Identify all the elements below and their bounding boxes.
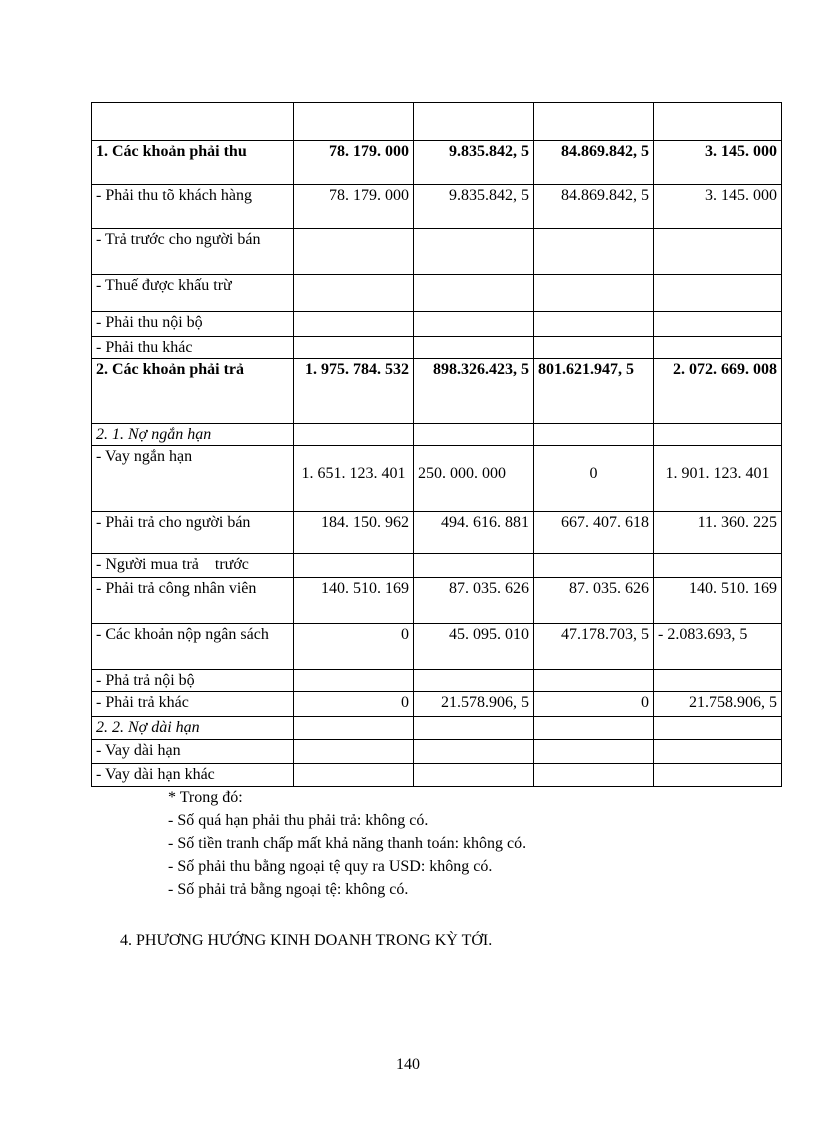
- receivables-payables-table: [91, 102, 782, 787]
- cell: 21.578.906, 5: [414, 692, 534, 717]
- section-heading: 4. PHƯƠNG HƯỚNG KINH DOANH TRONG KỲ TỚI.: [120, 932, 493, 949]
- cell: 801.621.947, 5: [534, 359, 654, 424]
- table-row: [92, 764, 782, 787]
- cell: [534, 312, 654, 337]
- cell: 0: [294, 624, 414, 670]
- cell: [654, 312, 782, 337]
- cell: [534, 764, 654, 787]
- table-row: [92, 185, 782, 229]
- table-row: [92, 446, 782, 512]
- row-label: 2. Các khoản phải trả: [92, 359, 294, 424]
- cell: 1. 975. 784. 532: [294, 359, 414, 424]
- cell: [414, 337, 534, 359]
- row-label: - Phả trả nội bộ: [92, 670, 294, 692]
- cell: [294, 103, 414, 141]
- note-item: - Số tiền tranh chấp mất khả năng thanh toán: không có.: [168, 835, 527, 852]
- cell: [534, 275, 654, 312]
- row-label: - Vay dài hạn: [92, 740, 294, 764]
- row-label: - Phải trả công nhân viên: [92, 578, 294, 624]
- notes-title: * Trong đó:: [168, 789, 243, 806]
- cell: - 2.083.693, 5: [654, 624, 782, 670]
- row-label: 2. 1. Nợ ngắn hạn: [92, 424, 294, 446]
- cell: [534, 670, 654, 692]
- cell: [294, 717, 414, 740]
- table-row: [92, 692, 782, 717]
- cell: [414, 764, 534, 787]
- cell: [294, 275, 414, 312]
- cell: 21.758.906, 5: [654, 692, 782, 717]
- row-label: - Người mua trả trước: [92, 554, 294, 578]
- cell: 2. 072. 669. 008: [654, 359, 782, 424]
- cell: [294, 554, 414, 578]
- cell: [414, 717, 534, 740]
- cell: [294, 229, 414, 275]
- row-label: - Vay dài hạn khác: [92, 764, 294, 787]
- table-row: [92, 337, 782, 359]
- row-label: - Phải thu tõ khách hàng: [92, 185, 294, 229]
- note-item: - Số quá hạn phải thu phải trả: không có.: [168, 812, 429, 829]
- cell: [534, 103, 654, 141]
- cell: [534, 229, 654, 275]
- row-label: 1. Các khoản phải thu: [92, 141, 294, 185]
- notes-block: [168, 786, 526, 901]
- cell: [414, 312, 534, 337]
- cell: 0: [534, 446, 654, 512]
- row-label: - Phải thu khác: [92, 337, 294, 359]
- table-row: [92, 578, 782, 624]
- cell: 1. 901. 123. 401: [654, 446, 782, 512]
- table-row: [92, 624, 782, 670]
- table-row: [92, 141, 782, 185]
- cell: [294, 740, 414, 764]
- cell: [654, 554, 782, 578]
- cell: [414, 670, 534, 692]
- cell: [534, 337, 654, 359]
- cell: [294, 337, 414, 359]
- cell: [654, 275, 782, 312]
- cell: 45. 095. 010: [414, 624, 534, 670]
- cell: 9.835.842, 5: [414, 141, 534, 185]
- row-label: 2. 2. Nợ dài hạn: [92, 717, 294, 740]
- cell: [654, 764, 782, 787]
- cell: [654, 740, 782, 764]
- cell: [654, 337, 782, 359]
- cell: [414, 229, 534, 275]
- cell: [654, 717, 782, 740]
- cell: [534, 554, 654, 578]
- cell: 494. 616. 881: [414, 512, 534, 554]
- cell: [654, 424, 782, 446]
- cell: 667. 407. 618: [534, 512, 654, 554]
- row-label: - Thuế được khấu trừ: [92, 275, 294, 312]
- table-row: [92, 670, 782, 692]
- cell: [534, 717, 654, 740]
- cell: 0: [294, 692, 414, 717]
- table-row: [92, 554, 782, 578]
- row-label: - Trả trước cho người bán: [92, 229, 294, 275]
- table-row: [92, 312, 782, 337]
- cell: 0: [534, 692, 654, 717]
- note-item: - Số phải trả bằng ngoại tệ: không có.: [168, 881, 409, 898]
- table-row: [92, 359, 782, 424]
- row-label: - Phải trả cho người bán: [92, 512, 294, 554]
- cell: 3. 145. 000: [654, 185, 782, 229]
- cell: 87. 035. 626: [414, 578, 534, 624]
- cell: 11. 360. 225: [654, 512, 782, 554]
- table-row: [92, 512, 782, 554]
- cell: 84.869.842, 5: [534, 185, 654, 229]
- table-row: [92, 717, 782, 740]
- cell: [414, 740, 534, 764]
- row-label: [92, 103, 294, 141]
- cell: [294, 670, 414, 692]
- row-label: - Vay ngắn hạn: [92, 446, 294, 512]
- row-label: - Phải thu nội bộ: [92, 312, 294, 337]
- cell: 87. 035. 626: [534, 578, 654, 624]
- table-row: [92, 275, 782, 312]
- table-row: [92, 103, 782, 141]
- cell: 184. 150. 962: [294, 512, 414, 554]
- cell: [534, 740, 654, 764]
- table-row: [92, 424, 782, 446]
- cell: 78. 179. 000: [294, 141, 414, 185]
- cell: 140. 510. 169: [294, 578, 414, 624]
- page-number: 140: [396, 1056, 420, 1073]
- cell: [414, 424, 534, 446]
- cell: [654, 103, 782, 141]
- table-row: [92, 229, 782, 275]
- cell: [414, 103, 534, 141]
- cell: 78. 179. 000: [294, 185, 414, 229]
- cell: [294, 312, 414, 337]
- cell: 47.178.703, 5: [534, 624, 654, 670]
- cell: 140. 510. 169: [654, 578, 782, 624]
- cell: 9.835.842, 5: [414, 185, 534, 229]
- cell: [654, 670, 782, 692]
- cell: [414, 554, 534, 578]
- cell: [654, 229, 782, 275]
- cell: 250. 000. 000: [414, 446, 534, 512]
- row-label: - Phải trả khác: [92, 692, 294, 717]
- table-row: [92, 740, 782, 764]
- cell: 84.869.842, 5: [534, 141, 654, 185]
- cell: [294, 764, 414, 787]
- row-label: - Các khoản nộp ngân sách: [92, 624, 294, 670]
- cell: [294, 424, 414, 446]
- cell: 3. 145. 000: [654, 141, 782, 185]
- cell: [414, 275, 534, 312]
- note-item: - Số phải thu bằng ngoại tệ quy ra USD: không có.: [168, 858, 493, 875]
- cell: [534, 424, 654, 446]
- cell: 898.326.423, 5: [414, 359, 534, 424]
- cell: 1. 651. 123. 401: [294, 446, 414, 512]
